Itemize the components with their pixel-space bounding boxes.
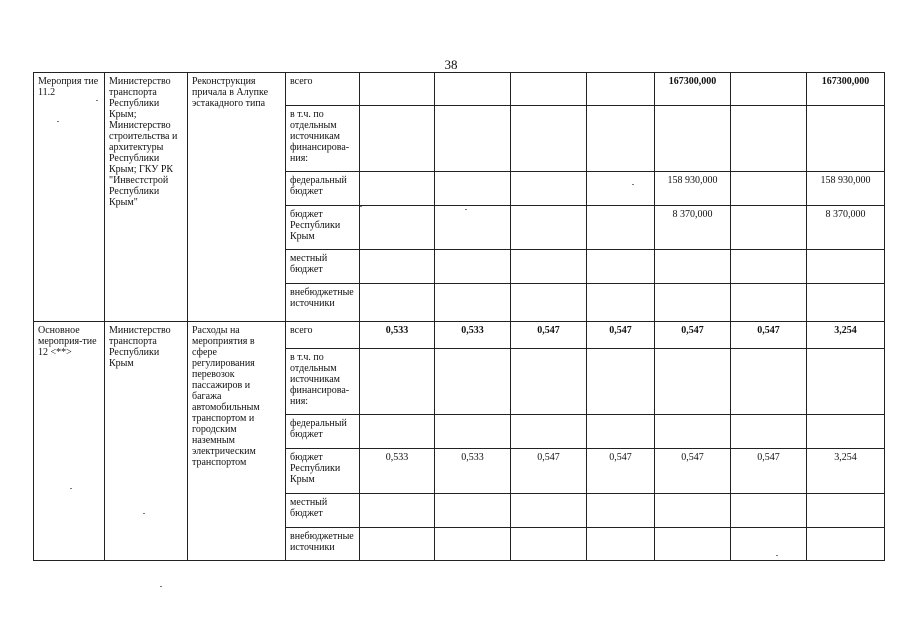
value-cell (655, 528, 731, 561)
funding-source-label: федеральный бюджет (286, 172, 360, 206)
activity-cell: Мероприя тие 11.2 (34, 73, 105, 322)
value-cell (435, 349, 511, 415)
value-cell (360, 528, 435, 561)
value-cell (511, 73, 587, 106)
value-cell (807, 415, 885, 449)
value-cell (511, 349, 587, 415)
value-cell (655, 106, 731, 172)
value-cell: 167300,000 (655, 73, 731, 106)
budget-table (33, 72, 885, 561)
value-cell (807, 250, 885, 284)
table-row (34, 322, 885, 349)
value-cell: 0,547 (655, 322, 731, 349)
activity-cell: Основное мероприя-тие 12 <**> (34, 322, 105, 561)
funding-source-label: бюджет Республики Крым (286, 206, 360, 250)
value-cell: 8 370,000 (655, 206, 731, 250)
value-cell (587, 106, 655, 172)
value-cell (655, 349, 731, 415)
value-cell (435, 106, 511, 172)
value-cell (807, 106, 885, 172)
value-cell (360, 250, 435, 284)
value-cell (807, 284, 885, 322)
funding-source-label: местный бюджет (286, 494, 360, 528)
scan-speck (96, 100, 98, 101)
value-cell: 0,547 (511, 322, 587, 349)
value-cell (511, 415, 587, 449)
value-cell (731, 172, 807, 206)
value-cell (511, 250, 587, 284)
value-cell: 0,533 (360, 449, 435, 494)
funding-source-label: бюджет Республики Крым (286, 449, 360, 494)
executor-cell: Министерство транспорта Республики Крым (105, 322, 188, 561)
funding-source-label: внебюджетные источники (286, 528, 360, 561)
scan-speck (360, 206, 362, 207)
value-cell (731, 494, 807, 528)
value-cell (435, 73, 511, 106)
value-cell (360, 415, 435, 449)
value-cell (511, 106, 587, 172)
value-cell (511, 494, 587, 528)
value-cell: 3,254 (807, 322, 885, 349)
value-cell (655, 250, 731, 284)
value-cell (360, 494, 435, 528)
funding-source-label: всего (286, 322, 360, 349)
value-cell (731, 284, 807, 322)
value-cell (655, 284, 731, 322)
value-cell (731, 106, 807, 172)
value-cell (655, 494, 731, 528)
value-cell (511, 172, 587, 206)
value-cell (731, 528, 807, 561)
description-cell: Реконструкция причала в Алупке эстакадного типа (188, 73, 286, 322)
funding-source-label: в т.ч. по отдельным источникам финансирова-ния: (286, 106, 360, 172)
scan-speck (160, 586, 162, 587)
table-row (34, 73, 885, 106)
value-cell: 0,547 (655, 449, 731, 494)
value-cell (807, 528, 885, 561)
value-cell: 0,547 (587, 322, 655, 349)
funding-source-label: в т.ч. по отдельным источникам финансирова-ния: (286, 349, 360, 415)
scan-speck (70, 488, 72, 489)
scan-speck (465, 209, 467, 210)
value-cell (360, 172, 435, 206)
value-cell: 158 930,000 (655, 172, 731, 206)
value-cell (360, 73, 435, 106)
executor-cell: Министерство транспорта Республики Крым; Министерство строительства и архитектуры Республики Крым; ГКУ РК "Инвестстрой Республики Крым" (105, 73, 188, 322)
value-cell (587, 206, 655, 250)
value-cell (587, 250, 655, 284)
value-cell (587, 528, 655, 561)
value-cell: 3,254 (807, 449, 885, 494)
funding-source-label: всего (286, 73, 360, 106)
value-cell: 167300,000 (807, 73, 885, 106)
value-cell: 0,547 (587, 449, 655, 494)
value-cell (435, 284, 511, 322)
value-cell (435, 250, 511, 284)
value-cell (435, 415, 511, 449)
value-cell (807, 349, 885, 415)
scan-speck (776, 555, 778, 556)
value-cell (731, 349, 807, 415)
value-cell (360, 349, 435, 415)
value-cell: 0,547 (731, 322, 807, 349)
budget-table-body (34, 73, 885, 561)
value-cell (511, 528, 587, 561)
value-cell (511, 284, 587, 322)
value-cell: 0,547 (511, 449, 587, 494)
funding-source-label: федеральный бюджет (286, 415, 360, 449)
value-cell (511, 206, 587, 250)
value-cell (587, 494, 655, 528)
scan-speck (57, 121, 59, 122)
value-cell (587, 284, 655, 322)
value-cell (587, 73, 655, 106)
value-cell: 0,547 (731, 449, 807, 494)
value-cell (731, 415, 807, 449)
value-cell (435, 206, 511, 250)
value-cell (731, 206, 807, 250)
value-cell (587, 415, 655, 449)
value-cell (360, 206, 435, 250)
value-cell: 8 370,000 (807, 206, 885, 250)
value-cell: 0,533 (360, 322, 435, 349)
value-cell (655, 415, 731, 449)
value-cell (360, 106, 435, 172)
value-cell (435, 494, 511, 528)
value-cell (587, 172, 655, 206)
value-cell: 0,533 (435, 449, 511, 494)
value-cell (731, 73, 807, 106)
value-cell: 158 930,000 (807, 172, 885, 206)
value-cell (435, 528, 511, 561)
value-cell: 0,533 (435, 322, 511, 349)
funding-source-label: местный бюджет (286, 250, 360, 284)
funding-source-label: внебюджетные источники (286, 284, 360, 322)
value-cell (360, 284, 435, 322)
scan-speck (632, 184, 634, 185)
description-cell: Расходы на мероприятия в сфере регулирования перевозок пассажиров и багажа автомобильным транспортом и городским наземным электрическим транспортом (188, 322, 286, 561)
page-number: 38 (444, 57, 458, 72)
value-cell (435, 172, 511, 206)
value-cell (807, 494, 885, 528)
scan-speck (143, 513, 145, 514)
value-cell (731, 250, 807, 284)
value-cell (587, 349, 655, 415)
